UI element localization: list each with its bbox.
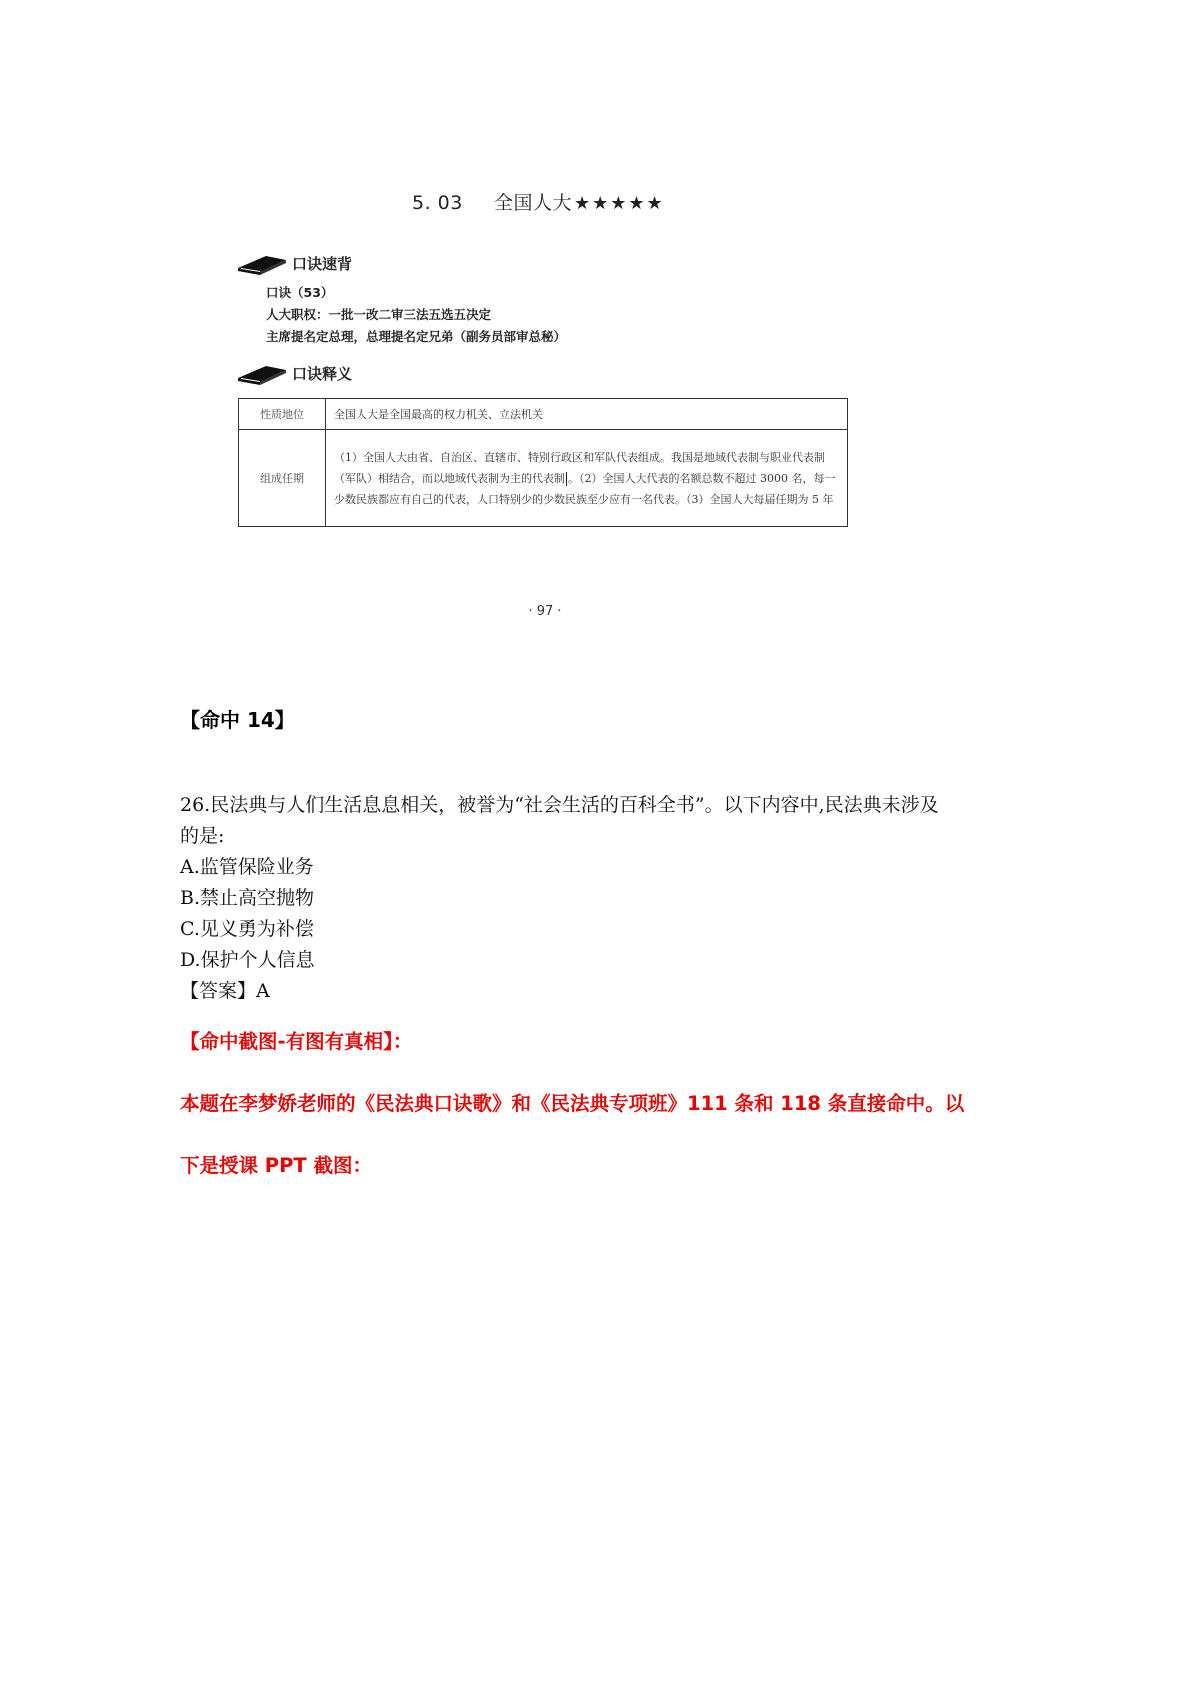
table-key: 性质地位	[239, 399, 326, 430]
red-note-line: 本题在李梦娇老师的《民法典口诀歌》和《民法典专项班》111 条和 118 条直接命中。以	[180, 1092, 965, 1115]
option-d: D.保护个人信息	[180, 949, 315, 971]
option-c: C.见义勇为补偿	[180, 918, 314, 940]
table-key: 组成任期	[239, 430, 326, 527]
book-icon	[236, 250, 288, 276]
mnemonic-block	[266, 282, 566, 348]
table-row	[239, 399, 848, 430]
table-value	[326, 430, 848, 527]
mnemonic-heading	[236, 250, 352, 276]
mnemonic-line: 主席提名定总理，总理提名定兄弟（副务员部审总秘）	[266, 329, 567, 344]
question-stem: 的是:	[180, 825, 225, 847]
table-value-part: 。（2）全国人大代表的名额总数不超过 3000 名，每一少数民族都应有自己的代表，人口特别少的少数民族至少应有一名代表。（3）全国人大每届任期为 5 年	[334, 471, 836, 506]
section-title-text: 全国人大	[493, 192, 572, 214]
table-value-part: （1）全国人大由省、自治区、直辖市、特别行政区和军队代表组成。我国是地域代表制与职业代表制（军队）相结合，而以地域代表制为主的代表制	[334, 450, 825, 485]
option-a: A.监管保险业务	[180, 856, 314, 878]
book-icon	[236, 360, 288, 386]
text-cursor	[566, 472, 567, 486]
page-number: · 97 ·	[528, 604, 562, 619]
section-number: 5. 03	[412, 192, 463, 214]
explanation-heading	[236, 360, 352, 386]
mnemonic-line: 人大职权：一批一改二审三法五选五决定	[266, 307, 492, 322]
red-note-heading: 【命中截图-有图有真相】：	[180, 1030, 413, 1053]
table-value: 全国人大是全国最高的权力机关、立法机关	[326, 399, 848, 430]
explanation-heading-label: 口诀释义	[292, 364, 353, 383]
question-block	[180, 790, 1040, 1007]
hit-label: 【命中 14】	[180, 708, 295, 732]
mnemonic-line: 口诀（53）	[266, 285, 334, 300]
rating-stars: ★★★★★	[573, 193, 665, 214]
red-note-line: 下是授课 PPT 截图：	[180, 1154, 372, 1177]
mnemonic-heading-label: 口诀速背	[292, 254, 353, 273]
option-b: B.禁止高空抛物	[180, 887, 315, 909]
table-row	[239, 430, 848, 527]
answer: 【答案】A	[180, 980, 270, 1002]
section-title	[412, 188, 665, 215]
explanation-table	[238, 398, 848, 527]
question-stem: 26.民法典与人们生活息息相关，被誉为“社会生活的百科全书”。以下内容中,民法典未涉及	[180, 794, 939, 816]
